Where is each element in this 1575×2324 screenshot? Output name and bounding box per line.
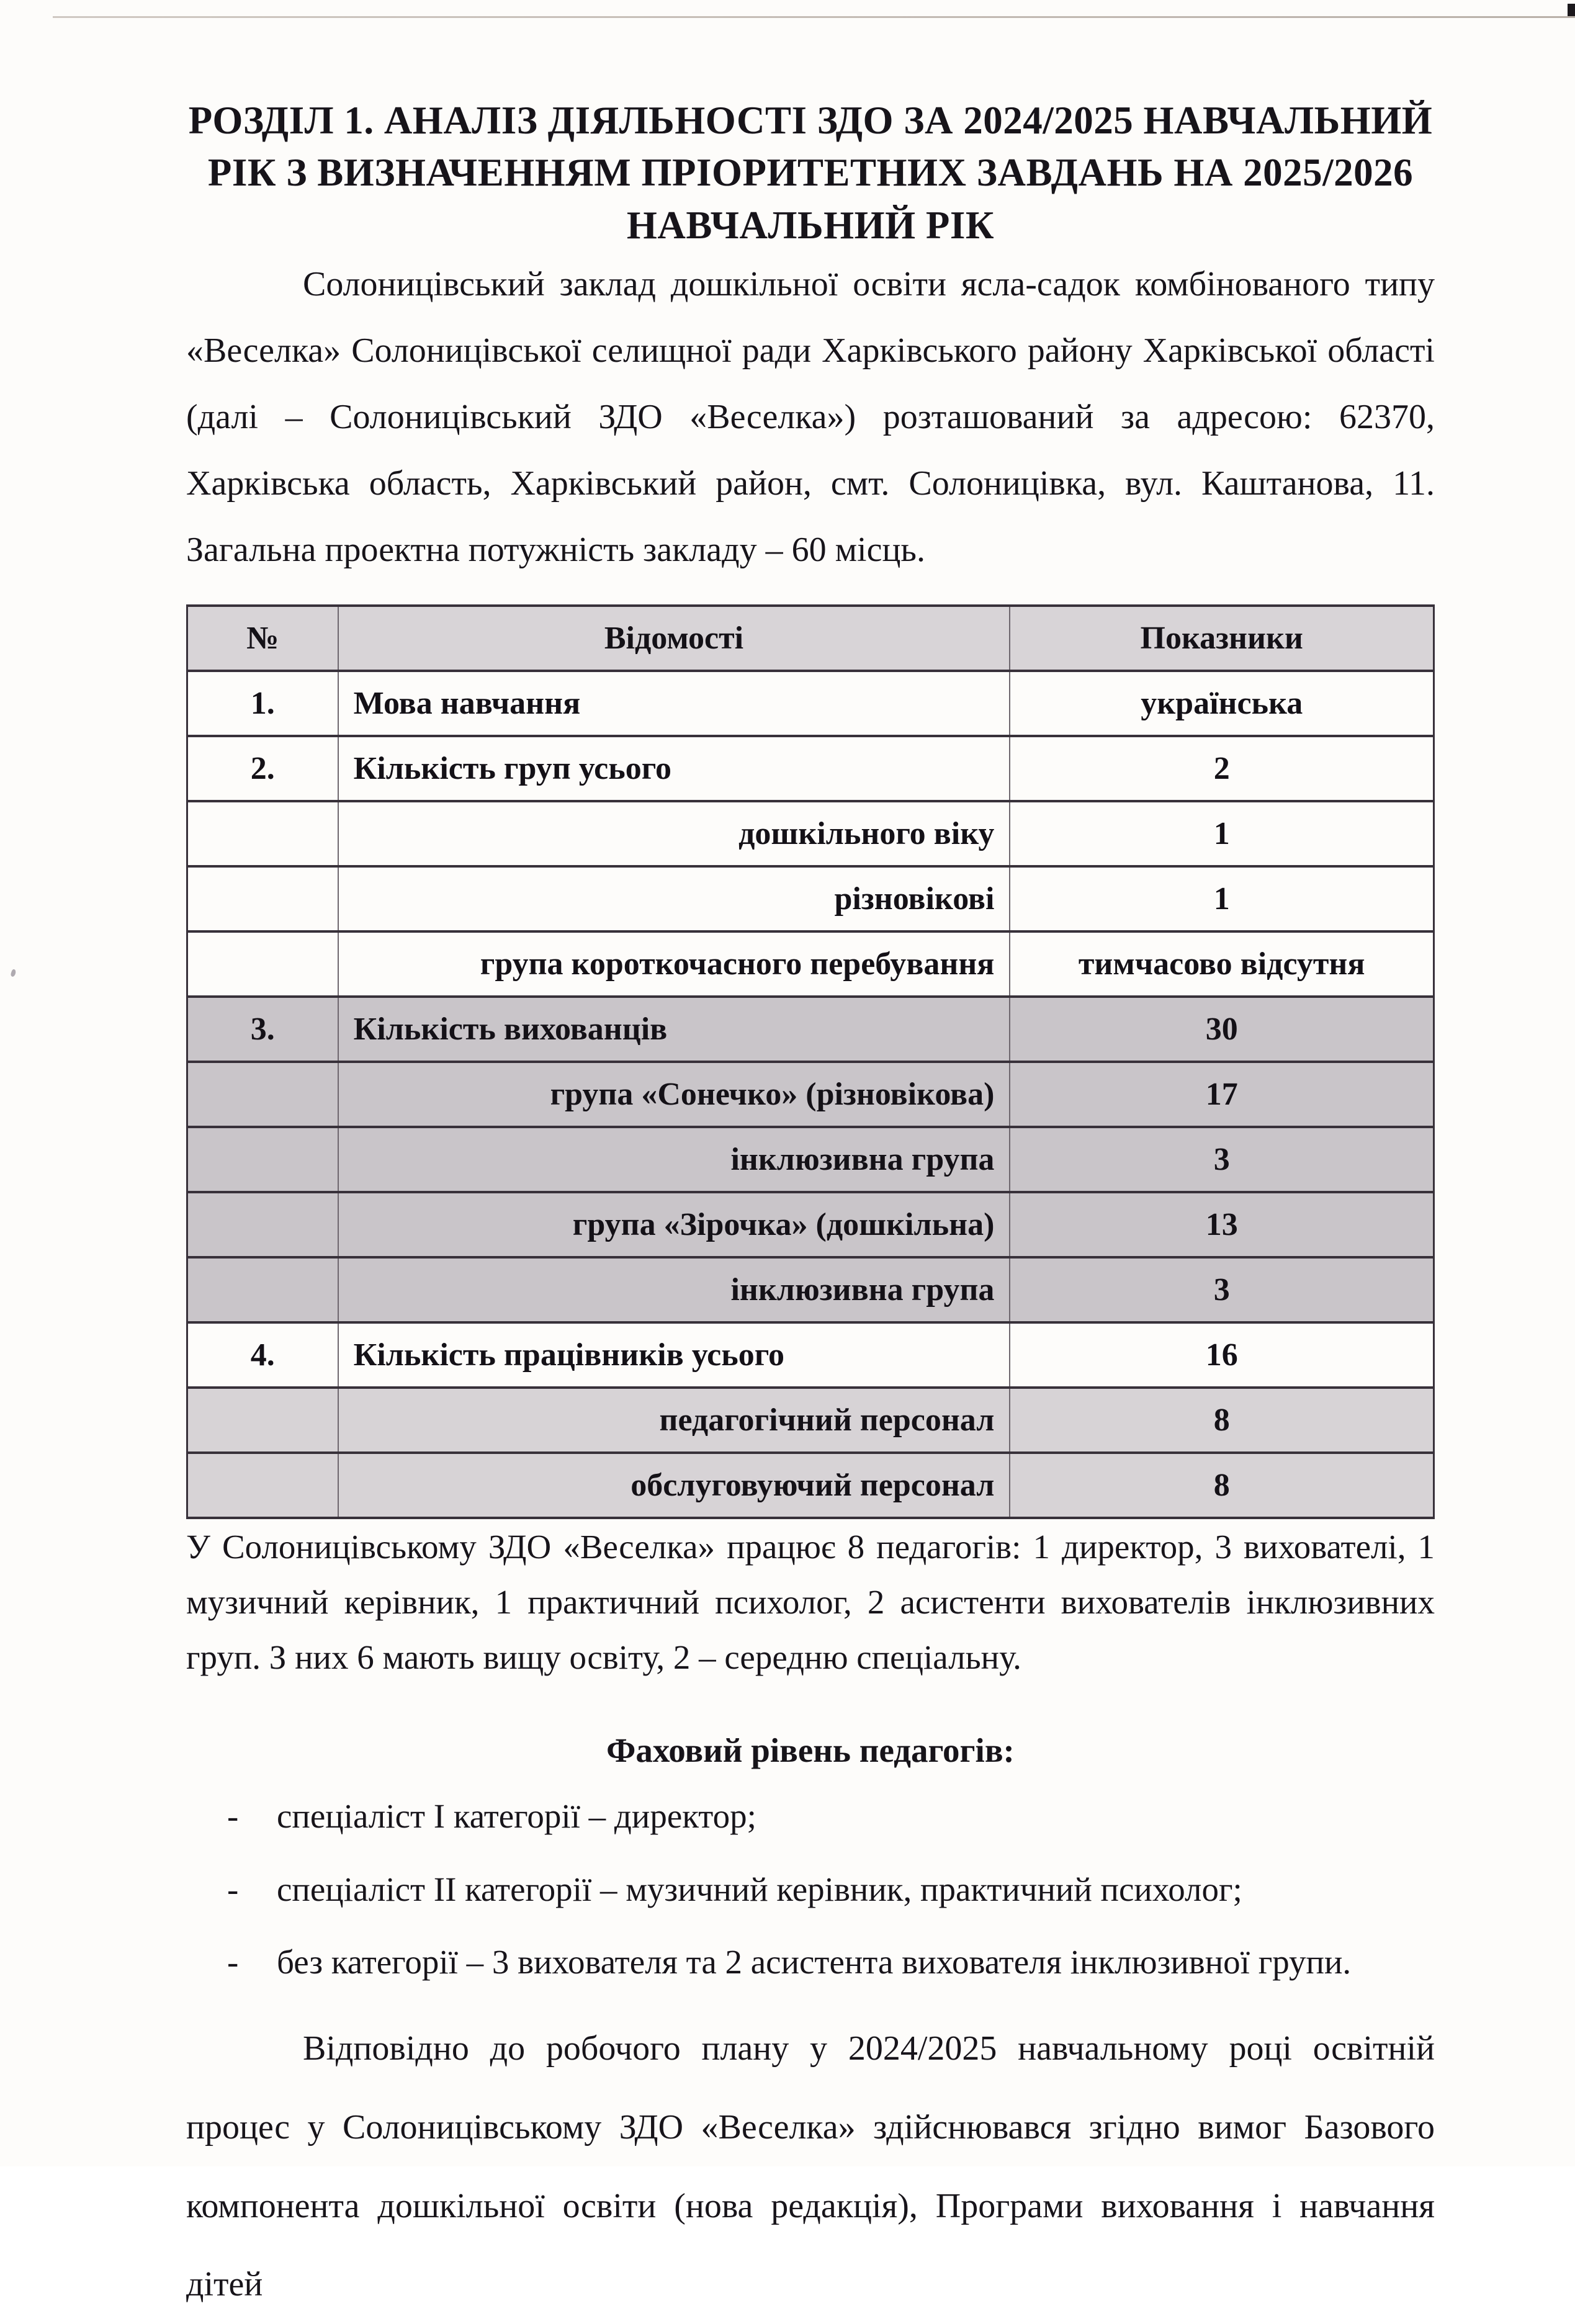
table-row bbox=[187, 801, 1434, 866]
row-number bbox=[187, 866, 338, 931]
table-row bbox=[187, 736, 1434, 801]
row-number: 1. bbox=[187, 671, 338, 736]
table-row bbox=[187, 1388, 1434, 1453]
list-item-text: спеціаліст ІІ категорії – музичний керівник, практичний психолог; bbox=[277, 1870, 1242, 1908]
row-value: 8 bbox=[1010, 1388, 1434, 1453]
row-value: тимчасово відсутня bbox=[1010, 931, 1434, 997]
row-number bbox=[187, 1062, 338, 1127]
row-value: 1 bbox=[1010, 866, 1434, 931]
bullet-dash: - bbox=[227, 1870, 239, 1908]
row-number bbox=[187, 801, 338, 866]
row-number: 4. bbox=[187, 1322, 338, 1388]
list-heading: Фаховий рівень педагогів: bbox=[606, 1731, 1015, 1770]
row-label: педагогічний персонал bbox=[338, 1388, 1010, 1453]
table-row bbox=[187, 931, 1434, 997]
row-label: дошкільного віку bbox=[338, 801, 1010, 866]
table-row bbox=[187, 1453, 1434, 1518]
row-label: група «Сонечко» (різновікова) bbox=[338, 1062, 1010, 1127]
row-label: Кількість груп усього bbox=[338, 736, 1010, 801]
table-header-row bbox=[187, 606, 1434, 671]
list-item-text: без категорії – 3 вихователя та 2 асистента вихователя інклюзивної групи. bbox=[277, 1943, 1352, 1981]
professional-level-list bbox=[186, 1791, 1435, 1987]
row-label: Мова навчання bbox=[338, 671, 1010, 736]
page-title: РОЗДІЛ 1. АНАЛІЗ ДІЯЛЬНОСТІ ЗДО ЗА 2024/2025 НАВЧАЛЬНИЙ РІК З ВИЗНАЧЕННЯМ ПРІОРИТЕТНИХ ЗАВДАНЬ НА 2025/2026 НАВЧАЛЬНИЙ РІК bbox=[188, 99, 1433, 247]
closing-paragraph: Відповідно до робочого плану у 2024/2025 навчальному році освітній процес у Солоницівському ЗДО «Веселка» здійснювався згідно вимог Базового компонента дошкільної освіти (нова редакція), Програми виховання і навчання дітей bbox=[186, 2029, 1435, 2304]
row-value: 17 bbox=[1010, 1062, 1434, 1127]
row-label: Кількість працівників усього bbox=[338, 1322, 1010, 1388]
list-item bbox=[186, 1791, 1435, 1841]
row-label: різновікові bbox=[338, 866, 1010, 931]
row-value: 8 bbox=[1010, 1453, 1434, 1518]
table-row bbox=[187, 997, 1434, 1062]
bullet-dash: - bbox=[227, 1943, 239, 1981]
row-number bbox=[187, 1127, 338, 1192]
row-number: 2. bbox=[187, 736, 338, 801]
table-row bbox=[187, 1062, 1434, 1127]
row-value: 3 bbox=[1010, 1127, 1434, 1192]
table-header-info: Відомості bbox=[338, 606, 1010, 671]
row-value: 3 bbox=[1010, 1257, 1434, 1322]
row-label: інклюзивна група bbox=[338, 1127, 1010, 1192]
list-item-text: спеціаліст І категорії – директор; bbox=[277, 1797, 756, 1836]
table-row bbox=[187, 1192, 1434, 1257]
row-number bbox=[187, 1453, 338, 1518]
staff-paragraph: У Солоницівському ЗДО «Веселка» працює 8 педагогів: 1 директор, 3 вихователі, 1 музичний керівник, 1 практичний психолог, 2 асистенти вихователів інклюзивних груп. З них 6 мають вищу освіту, 2 – середню спеціальну. bbox=[186, 1527, 1435, 1677]
table-row bbox=[187, 1322, 1434, 1388]
row-label: Кількість вихованців bbox=[338, 997, 1010, 1062]
row-number bbox=[187, 1192, 338, 1257]
row-label: обслуговуючий персонал bbox=[338, 1453, 1010, 1518]
table-header-indicators: Показники bbox=[1010, 606, 1434, 671]
table-row bbox=[187, 1257, 1434, 1322]
scan-speck bbox=[10, 969, 17, 977]
row-value: 13 bbox=[1010, 1192, 1434, 1257]
table-row bbox=[187, 866, 1434, 931]
row-label: інклюзивна група bbox=[338, 1257, 1010, 1322]
row-value: 1 bbox=[1010, 801, 1434, 866]
intro-paragraph: Солоницівський заклад дошкільної освіти ясла-садок комбінованого типу «Веселка» Солоницівської селищної ради Харківського району Харківської області (далі – Солоницівський ЗДО «Веселка») розташований за адресою: 62370, Харківська область, Харківський район, смт. Солоницівка, вул. Каштанова, 11. Загальна проектна потужність закладу – 60 місць. bbox=[186, 265, 1435, 570]
scan-artifact-mark bbox=[1568, 4, 1575, 16]
row-number: 3. bbox=[187, 997, 338, 1062]
bullet-dash: - bbox=[227, 1797, 239, 1836]
table-header-num: № bbox=[187, 606, 338, 671]
info-table bbox=[186, 604, 1435, 1519]
row-value: 2 bbox=[1010, 736, 1434, 801]
row-value: українська bbox=[1010, 671, 1434, 736]
table-row bbox=[187, 1127, 1434, 1192]
row-label: група короткочасного перебування bbox=[338, 931, 1010, 997]
table-row bbox=[187, 671, 1434, 736]
row-value: 30 bbox=[1010, 997, 1434, 1062]
row-label: група «Зірочка» (дошкільна) bbox=[338, 1192, 1010, 1257]
row-value: 16 bbox=[1010, 1322, 1434, 1388]
row-number bbox=[187, 931, 338, 997]
list-item bbox=[186, 1864, 1435, 1914]
row-number bbox=[187, 1388, 338, 1453]
list-item bbox=[186, 1937, 1435, 1987]
content-column bbox=[186, 0, 1435, 2324]
row-number bbox=[187, 1257, 338, 1322]
